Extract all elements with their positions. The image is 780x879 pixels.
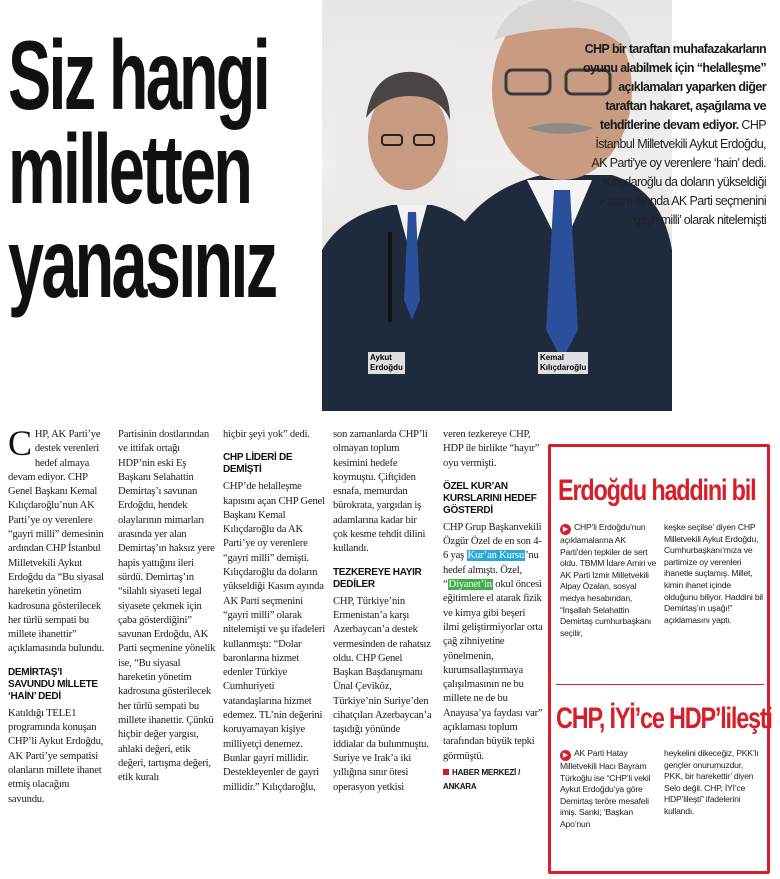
subheading-chp-lideri: CHP LİDERİ DE DEMİŞTİ — [223, 452, 293, 476]
byline — [443, 766, 543, 795]
microphone — [388, 232, 392, 322]
sidebar-text-1 — [560, 522, 660, 639]
article-paragraph-1 — [8, 423, 108, 657]
caption-aykut-last: Erdoğdu — [370, 363, 403, 372]
byline-text: HABER MERKEZİ / ANKARA — [443, 767, 521, 792]
article-p3: Partisinin dostlarından ve ittifak ortağı HDP’nin eski Eş Başkanı Selahattin Demirtaş’ı savunan Erdoğdu, hendek olaylarının mimarları arasında yer alan Demirtaş’ın haksız yere hapis yattığını ileri sürdü. Demirtaş’ın “silahlı siyaseti legal siyasete çekmek için çaba gösterdiğini” savunan Erdoğdu, AK Parti seçmenine yönelik ise, “Bu siyasal hareketin yönetim kadrosuna gösterilecek her türlü sempati bu millete ihanettir. Çünkü hiçbir değer yargısı, ahlaki değeri, etik değeri, tartışma değeri, etik kuralı — [118, 429, 216, 784]
article-column-4 — [333, 428, 433, 795]
caption-kemal-last: Kılıçdaroğlu — [540, 363, 587, 372]
sidebar-text-3 — [560, 748, 660, 831]
article-p9 — [443, 521, 543, 764]
article-column-3 — [223, 428, 326, 795]
article-column-5 — [443, 428, 543, 795]
sidebar-title-erdogdu: Erdoğdu haddini bil — [558, 474, 756, 507]
article-p9a: CHP Grup Başkanvekili Özgür Özel de en son 4-6 yaş — [443, 521, 542, 562]
caption-aykut — [368, 352, 405, 374]
sidebar-divider — [556, 684, 764, 685]
article-p7: CHP, Türkiye’nin Ermenistan’a karşı Azerbaycan’a destek vermesinden de rahatsız oldu. CHP Genel Başkan Başdanışmanı Ünal Çeviköz, Türkiye’nin Suriye’den cihatçıları Azerbaycan’a taşıdığı yönünde iddialar da bulunmuştu. Suriye ve Irak’a iki yıllığına sınır ötesi operasyon yetkisi — [333, 595, 432, 793]
intro-bold: CHP bir taraftan muhafazakarların oyunu alabilmek için “helalleşme” açıklamaları yaparken diğer taraftan hakaret, aşağılama ve tehditlerine devam ediyor. — [582, 42, 766, 132]
article-column-2 — [118, 428, 218, 785]
article-p1: HP, AK Parti’ye destek verenleri hedef almaya devam ediyor. CHP Genel Başkanı Kemal Kılıçdaroğlu’nun AK Parti’ye oy verenlere “gayri milli” demesinin ardından CHP İstanbul Milletvekili Aykut Erdoğdu da “Bu siyasal hareketin yönetim kadrosuna gösterilecek her türlü sempati bu millete ihanettir” açıklamasında bulundu. — [8, 429, 105, 655]
byline-square-icon — [443, 769, 449, 775]
intro-summary — [580, 40, 766, 230]
arrow-icon: ▶ — [560, 750, 571, 761]
article-p5: CHP’de helalleşme kapısını açan CHP Genel Başkanı Kemal Kılıçdaroğlu da AK Parti’ye oy verenlere “gayri milli” demişti. Kılıçdaroğlu da doların yükseldiği Kasım ayında AK Parti seçmenini “gayri milli” olarak nitelemişti ve şu ifadeleri kullanmıştı: “Dolar baronlarına hizmet edenler Türkiye Cumhuriyeti vatandaşlarına hizmet edemez. TL’nin değerini koruyamayan kişiye milliyetçi denemez. Bunlar gayri millidir. Destekleyenler de gayri millidir.” Kılıçdaroğlu, — [223, 481, 325, 793]
sidebar-text-1-body: CHP’li Erdoğdu’nun açıklamalarına AK Parti’den tepkiler de sert oldu. TBMM İdare Amiri ve AK Parti İzmir Milletvekili Alpay Özalan, sosyal medya hesabından, “İnşallah Selahattin Demirtaş cumhurbaşkanı seçilir, — [560, 522, 657, 638]
headline-line-2: milletten — [8, 114, 251, 224]
headline-line-1: Siz hangi — [8, 20, 269, 130]
caption-kemal — [538, 352, 588, 374]
article-column-1 — [8, 423, 108, 807]
article-p9c: okul öncesi eğitimlere el atarak fizik ve kimya gibi beşeri ilmi geliştirmiyorlar orta çağ zihniyetine yönelmenin, kurumsallaştırmaya çalışılmasının ne bu millete ne de bu Anayasa’ya faydası var” açıklaması toplum tarafından büyük tepki görmüştü. — [443, 579, 543, 762]
article-p8: veren tezkereye CHP, HDP ile birlikte “hayır” oyu vermişti. — [443, 429, 540, 469]
arrow-icon: ▶ — [560, 524, 571, 535]
article-p4: hiçbir şeyi yok” dedi. — [223, 429, 310, 440]
sidebar-text-3-body: AK Parti Hatay Milletvekili Hacı Bayram Türkoğlu ise “CHP’li vekil Aykut Erdoğdu’ya göre Demirtaş teröre mesafeli imiş. Sanki; ‘Başkan Apo’nun — [560, 748, 651, 829]
headline — [8, 20, 326, 418]
article-p6: son zamanlarda CHP’li olmayan toplum kesimini hedefe koymuştu. Çiftçiden esnafa, memurdan bürokrata, yargıdan iş adamlarına kadar bir çok kesme tehdit dilini kullandı. — [333, 429, 428, 555]
caption-aykut-first: Aykut — [370, 353, 392, 362]
drop-cap: C — [8, 423, 32, 463]
subheading-demirtas: DEMİRTAŞ’I SAVUNDU MİLLETE ‘HAİN’ DEDİ — [8, 666, 98, 702]
sidebar-text-4: heykelini dikeceğiz, PKK’lı gençler onurumuzdur, PKK, bir harekettir’ diyen Selo değil. CHP, İYİ’ce HDP’lileşti” ifadelerini kullandı. — [664, 748, 759, 816]
sidebar-text-2: keşke seçilse’ diyen CHP Milletvekili Aykut Erdoğdu, Cumhurbaşkanı’mıza ve partimize oy verenleri ihanetle suçlamış. Millet, kimin ihanet içinde olduğunu biliyor. Haddini bil Demirtaş’ın uşağı!” açıklamasını yaptı. — [664, 522, 763, 625]
article-p9b: ’nu hedef almıştı. Özel, “ — [443, 550, 539, 591]
subheading-tezkere: TEZKEREYE HAYIR DEDİLER — [333, 566, 422, 590]
highlight-kuran-kursu: Kur’an Kursu — [467, 550, 525, 562]
article-p2: Katıldığı TELE1 programında konuşan CHP’li Aykut Erdoğdu, AK Parti’ye sempatisi olanların millete ihanet etmiş olacağını savundu. — [8, 707, 104, 805]
highlight-diyanet: Diyanet’in — [448, 579, 492, 591]
caption-kemal-first: Kemal — [540, 353, 565, 362]
intro-rest: CHP İstanbul Milletvekili Aykut Erdoğdu, AK Parti’ye oy verenlere ‘hain’ dedi. Kılıçdaroğlu da doların yükseldiği Kasım ayında AK Parti seçmenini ‘gayri milli’ olarak nitelemişti — [591, 118, 766, 227]
headline-line-3: yanasınız — [8, 208, 276, 318]
subheading-kuran-kurslari: ÖZEL KUR’AN KURSLARINI HEDEF GÖSTERDİ — [443, 480, 537, 516]
sidebar-title-chp-iyi: CHP, İYİ’ce HDP’lileşti — [556, 702, 772, 735]
